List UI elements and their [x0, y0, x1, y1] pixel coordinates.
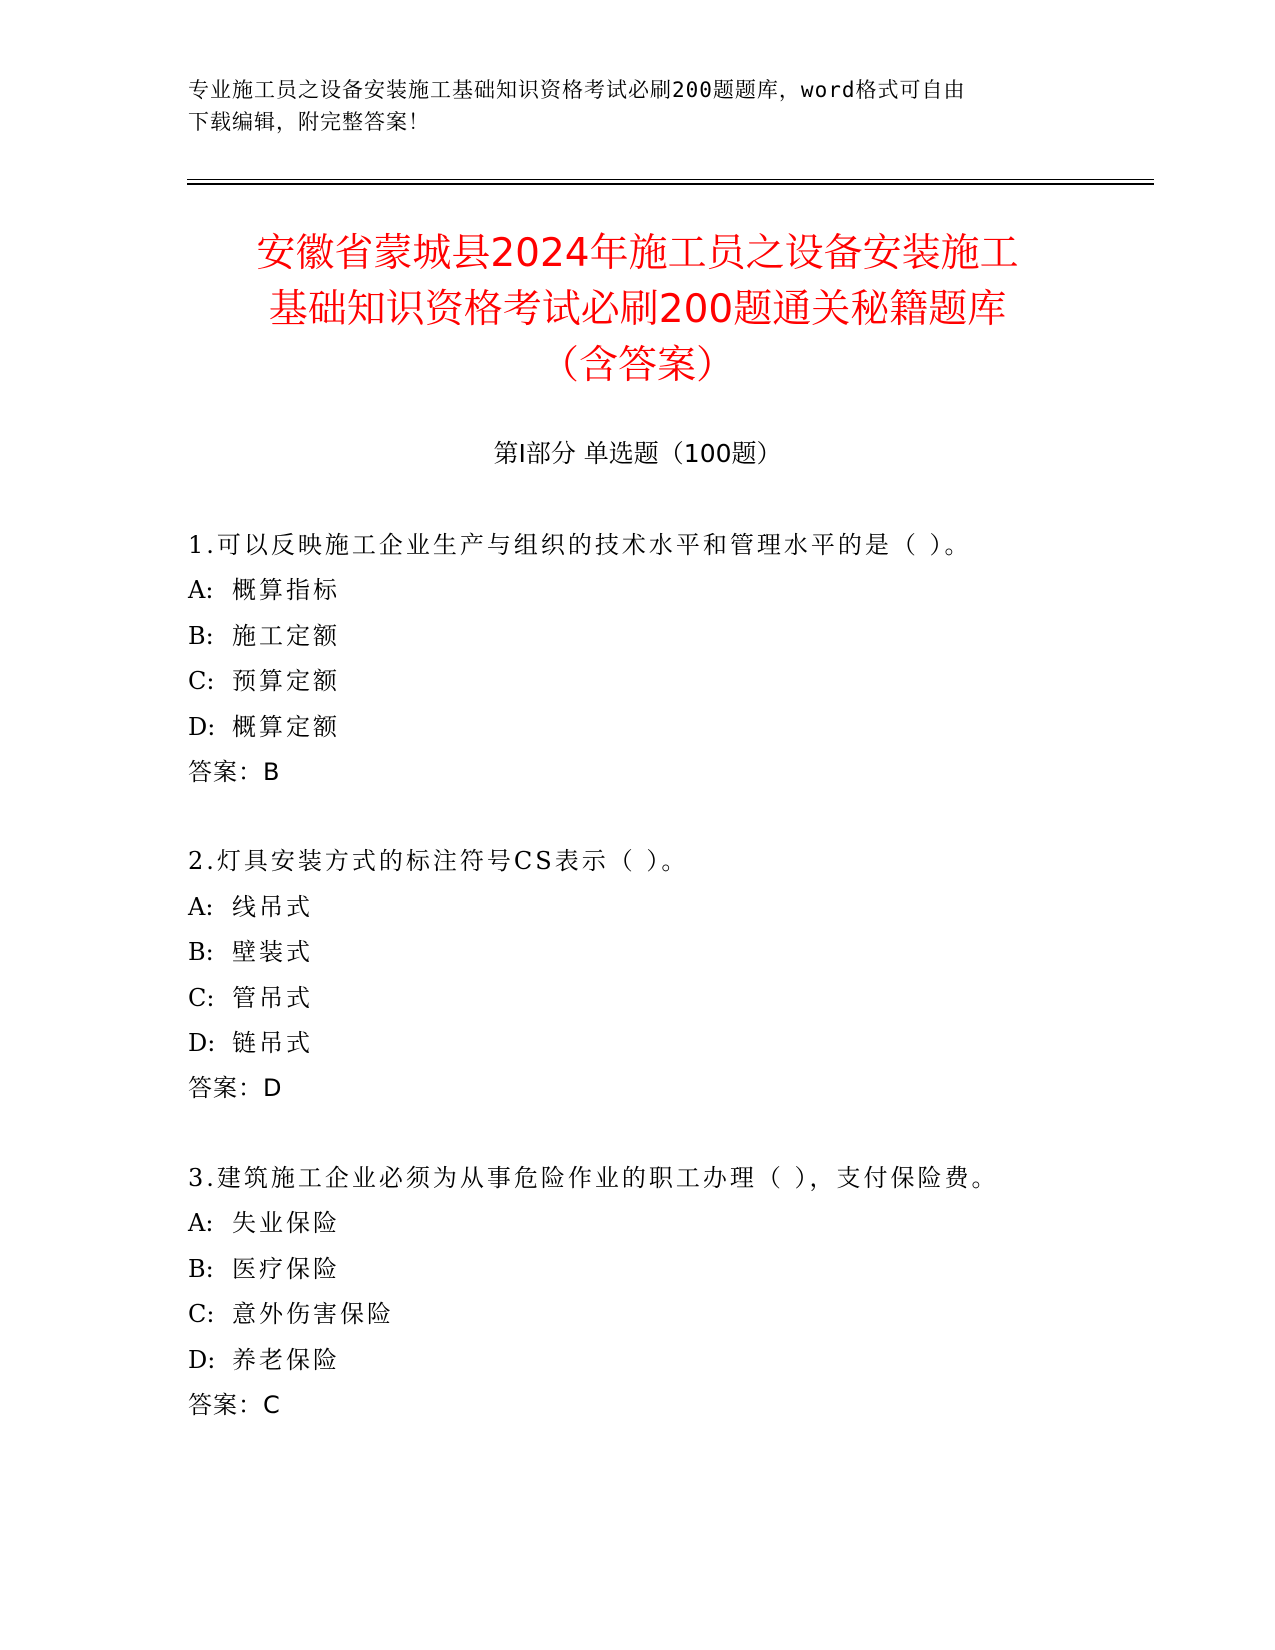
option-text: 线吊式: [232, 892, 313, 921]
question-stem: 1.可以反映施工企业生产与组织的技术水平和管理水平的是（ ）。: [188, 531, 972, 559]
option-text: 链吊式: [232, 1029, 313, 1058]
header-note-line-2: 下载编辑，附完整答案！: [188, 110, 430, 134]
document-title-line-2: 基础知识资格考试必刷200题通关秘籍题库: [268, 287, 1007, 332]
option-d: [188, 1338, 1148, 1383]
option-c: [188, 976, 1148, 1021]
option-b: [188, 1247, 1148, 1292]
option-c: [188, 1292, 1148, 1337]
option-text: 壁装式: [232, 938, 313, 967]
question-stem: 2.灯具安装方式的标注符号CS表示（ ）。: [188, 847, 689, 876]
answer-line: 答案：D: [188, 1074, 283, 1103]
option-letter: A:: [188, 1209, 214, 1238]
option-text: 预算定额: [232, 667, 340, 696]
option-letter: C:: [188, 667, 215, 696]
option-text: 施工定额: [232, 621, 340, 650]
option-c: [188, 659, 1148, 704]
option-text: 医疗保险: [232, 1254, 340, 1283]
document-title: [150, 226, 1125, 394]
answer-line: 答案：C: [188, 1390, 281, 1419]
option-d: [188, 1021, 1148, 1066]
question-item: [188, 523, 1148, 795]
option-letter: D:: [188, 712, 216, 741]
option-text: 养老保险: [232, 1345, 340, 1374]
option-letter: C:: [188, 983, 215, 1012]
option-a: [188, 568, 1148, 613]
option-letter: B:: [188, 621, 214, 650]
option-letter: A:: [188, 576, 214, 605]
header-divider-thin: [187, 179, 1154, 180]
question-item: [188, 839, 1148, 1111]
option-a: [188, 1201, 1148, 1246]
option-b: [188, 930, 1148, 975]
option-text: 概算定额: [232, 712, 340, 741]
header-note-line-1: 专业施工员之设备安装施工基础知识资格考试必刷200题题库，word格式可自由: [188, 78, 966, 102]
question-stem: 3.建筑施工企业必须为从事危险作业的职工办理（ ），支付保险费。: [188, 1163, 999, 1192]
option-text: 意外伤害保险: [232, 1300, 394, 1329]
document-title-line-3: （含答案）: [539, 343, 735, 388]
document-title-line-1: 安徽省蒙城县2024年施工员之设备安装施工: [256, 231, 1019, 276]
question-list: [188, 523, 1148, 1472]
option-letter: B:: [188, 1254, 214, 1283]
answer-line: 答案：B: [188, 758, 281, 787]
option-b: [188, 614, 1148, 659]
option-letter: B:: [188, 938, 214, 967]
header-note: [188, 74, 1088, 138]
option-text: 概算指标: [232, 576, 340, 605]
header-divider-thick: [187, 183, 1154, 185]
option-a: [188, 885, 1148, 930]
option-d: [188, 705, 1148, 750]
option-letter: C:: [188, 1300, 215, 1329]
question-item: [188, 1156, 1148, 1428]
section-heading: 第Ⅰ部分 单选题（100题）: [493, 439, 782, 468]
option-text: 失业保险: [232, 1209, 340, 1238]
option-letter: A:: [188, 892, 214, 921]
option-letter: D:: [188, 1029, 216, 1058]
option-text: 管吊式: [232, 983, 313, 1012]
option-letter: D:: [188, 1345, 216, 1374]
